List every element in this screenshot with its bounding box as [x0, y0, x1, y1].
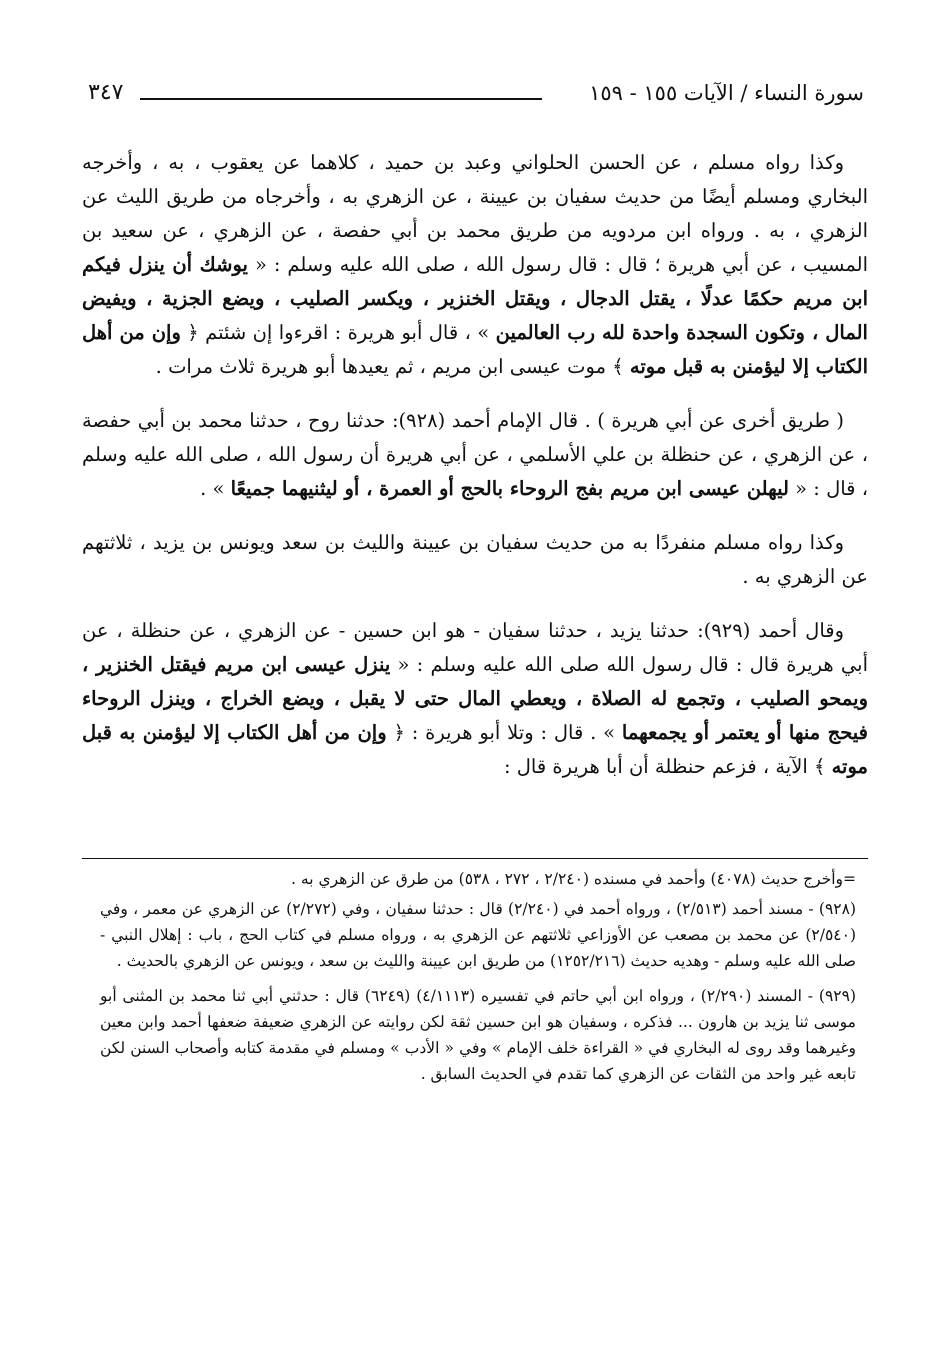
text-run: ( طريق أخرى عن أبي هريرة ) . قال الإمام أحمد (٩٢٨): حدثنا روح ، حدثنا محمد بن أبي حفصة ، عن الزهري ، عن حنظلة بن علي الأسلمي ، عن أبي هريرة أن رسول الله ، صلى الله عليه وسلم ، قال : «: [82, 409, 868, 500]
hadith-quote: ليهلن عيسى ابن مريم بفج الروحاء بالحج أو العمرة ، أو ليثنيهما جميعًا: [230, 477, 789, 500]
text-run: » . قال : وتلا أبو هريرة : ﴿: [386, 721, 622, 744]
footnote-separator: [82, 858, 868, 859]
page-number: ٣٤٧: [88, 80, 124, 105]
footnote-928: (٩٢٨) - مسند أحمد (٢/٥١٣) ، ورواه أحمد في (٢/٢٤٠) قال : حدثنا سفيان ، وفي (٢/٢٧٢) عن الزهري عن معمر ، وفي (٢/٥٤٠) عن محمد بن مصعب عن الأوزاعي ثلاثتهم عن الزهري به ، ورواه مسلم في كتاب الحج ، باب : إهلال النبي - صلى الله عليه وسلم - وهديه حديث (١٢٥٢/٢١٦) من طريق ابن عيينة والليث بن سعد ، ويونس عن الزهري بالحديث .: [100, 900, 856, 970]
hadith-quote: وإن من أهل الكتاب إلا ليؤمنن به قبل موته: [82, 321, 868, 378]
text-run: وكذا رواه مسلم منفردًا به من حديث سفيان بن عيينة والليث بن سعد ويونس بن يزيد ، ثلاثتهم عن الزهري به .: [82, 531, 868, 588]
header-rule: [140, 98, 542, 100]
text-run: وقال أحمد (٩٢٩): حدثنا يزيد ، حدثنا سفيان - هو ابن حسين - عن الزهري ، عن حنظلة ، عن أبي هريرة قال : قال رسول الله صلى الله عليه وسلم : «: [82, 619, 868, 676]
running-title: سورة النساء / الآيات ١٥٥ - ١٥٩: [589, 81, 864, 105]
hadith-quote: وإن من أهل الكتاب إلا ليؤمنن به قبل موته: [82, 721, 868, 778]
paragraph: [82, 404, 868, 506]
text-run: » .: [200, 477, 231, 500]
footnotes: [100, 866, 856, 1096]
paragraph: [82, 614, 868, 784]
text-run: ﴾ الآية ، فزعم حنظلة أن أبا هريرة قال :: [503, 755, 832, 778]
footnote-929: (٩٢٩) - المسند (٢/٢٩٠) ، ورواه ابن أبي حاتم في تفسيره (٤/١١١٣) (٦٢٤٩) قال : حدثني أبي ثنا محمد بن المثنى أبو موسى ثنا يزيد بن هارون ... فذكره ، وسفيان هو ابن حسين ثقة لكن روايته عن الزهري ضعيفة ضعفها أحمد وابن معين وغيرهما وقد روى له البخاري في « القراءة خلف الإمام » وفي « الأدب » ومسلم في مقدمة كتابه وأصحاب السنن لكن تابعه غير واحد من الثقات عن الزهري كما تقدم في الحديث السابق .: [100, 987, 856, 1083]
paragraph: [82, 526, 868, 594]
footnote-continuation: =وأخرج حديث (٤٠٧٨) وأحمد في مسنده (٢/٢٤٠ ، ٢٧٢ ، ٥٣٨) من طرق عن الزهري به .: [291, 870, 856, 888]
text-run: » ، قال أبو هريرة : اقرءوا إن شئتم ﴿: [180, 321, 496, 344]
paragraph: [82, 146, 868, 384]
hadith-quote: ينزل عيسى ابن مريم فيقتل الخنزير ، ويمحو الصليب ، وتجمع له الصلاة ، ويعطي المال حتى لا يقبل ، ويضع الخراج ، وينزل الروحاء فيحج منها أو يعتمر أو يجمعهما: [82, 653, 868, 744]
page-header: [88, 78, 864, 112]
text-run: وكذا رواه مسلم ، عن الحسن الحلواني وعبد بن حميد ، كلاهما عن يعقوب ، به ، وأخرجه البخاري ومسلم أيضًا من حديث سفيان بن عيينة ، عن الزهري به ، وأخرجاه من طريق الليث عن الزهري ، به . ورواه ابن مردويه من طريق محمد بن أبي حفصة ، عن الزهري ، عن سعيد بن المسيب ، عن أبي هريرة ؛ قال : قال رسول الله ، صلى الله عليه وسلم : «: [82, 151, 868, 276]
main-text: [82, 146, 868, 804]
hadith-quote: يوشك أن ينزل فيكم ابن مريم حكمًا عدلًا ، يقتل الدجال ، ويقتل الخنزير ، ويكسر الصليب ، ويضع الجزية ، ويفيض المال ، وتكون السجدة واحدة لله رب العالمين: [82, 253, 868, 344]
text-run: ﴾ موت عيسى ابن مريم ، ثم يعيدها أبو هريرة ثلاث مرات .: [155, 355, 630, 378]
